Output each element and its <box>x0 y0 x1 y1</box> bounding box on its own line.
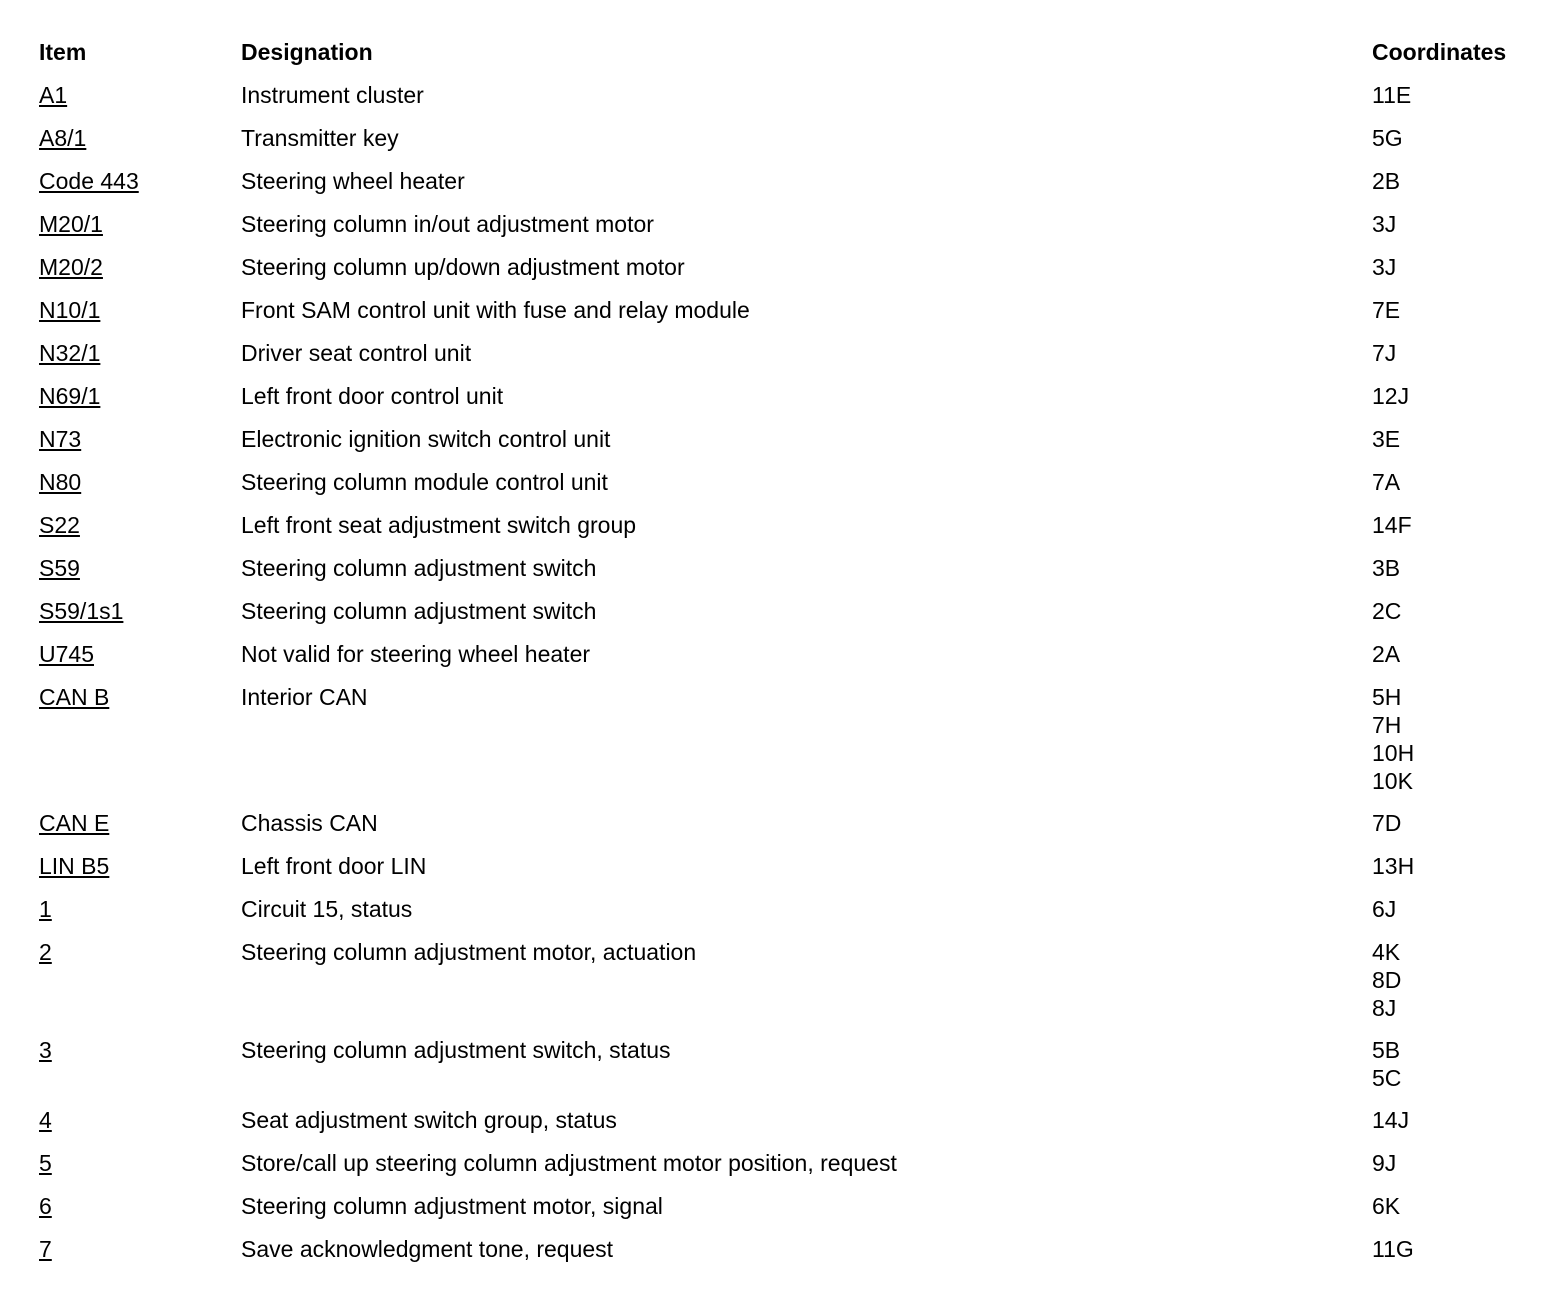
item-link[interactable]: 1 <box>39 896 52 922</box>
coordinates-cell <box>1372 339 1532 367</box>
designation-cell: Left front door control unit <box>241 383 504 409</box>
table-row <box>39 382 1539 425</box>
designation-cell: Steering column module control unit <box>241 469 608 495</box>
item-cell <box>39 253 241 281</box>
coordinate-value: 5G <box>1372 125 1403 151</box>
coordinates-cell <box>1372 1192 1532 1220</box>
coordinates-cell <box>1372 296 1532 324</box>
item-link[interactable]: M20/1 <box>39 211 103 237</box>
designation-cell: Steering column adjustment switch, status <box>241 1037 671 1063</box>
item-link[interactable]: 3 <box>39 1037 52 1063</box>
item-cell <box>39 210 241 238</box>
item-cell <box>39 339 241 367</box>
coordinates-cell <box>1372 167 1532 195</box>
coordinate-value: 2C <box>1372 598 1402 624</box>
item-cell <box>39 167 241 195</box>
coordinate-value: 14J <box>1372 1107 1410 1133</box>
designation-cell: Chassis CAN <box>241 810 378 836</box>
designation-cell: Seat adjustment switch group, status <box>241 1107 617 1133</box>
table-row <box>39 554 1539 597</box>
legend-table <box>39 38 1539 1278</box>
table-row <box>39 167 1539 210</box>
coordinate-value: 14F <box>1372 512 1412 538</box>
coordinate-value: 7A <box>1372 469 1401 495</box>
item-link[interactable]: Code 443 <box>39 168 139 194</box>
coordinate-value: 13H <box>1372 853 1415 879</box>
coordinates-cell <box>1372 511 1532 539</box>
item-link[interactable]: A8/1 <box>39 125 87 151</box>
coordinates-cell <box>1372 938 1532 1022</box>
coordinates-cell <box>1372 81 1532 109</box>
item-cell <box>39 1192 241 1220</box>
item-cell <box>39 468 241 496</box>
item-link[interactable]: N32/1 <box>39 340 101 366</box>
coordinate-value: 5H <box>1372 684 1402 710</box>
table-row <box>39 253 1539 296</box>
item-link[interactable]: CAN B <box>39 684 110 710</box>
item-cell <box>39 1106 241 1134</box>
coordinates-cell <box>1372 895 1532 923</box>
item-link[interactable]: N73 <box>39 426 82 452</box>
coordinate-value: 2A <box>1372 641 1401 667</box>
item-link[interactable]: CAN E <box>39 810 110 836</box>
table-row <box>39 1106 1539 1149</box>
header-coordinates: Coordinates <box>1372 39 1507 65</box>
item-link[interactable]: S59 <box>39 555 80 581</box>
header-row <box>39 38 1539 81</box>
item-link[interactable]: 2 <box>39 939 52 965</box>
item-link[interactable]: M20/2 <box>39 254 103 280</box>
item-cell <box>39 124 241 152</box>
coordinate-value: 6J <box>1372 896 1397 922</box>
item-cell <box>39 382 241 410</box>
item-cell <box>39 938 241 966</box>
coordinate-value: 2B <box>1372 168 1401 194</box>
table-row <box>39 1235 1539 1278</box>
item-link[interactable]: U745 <box>39 641 94 667</box>
table-row <box>39 1149 1539 1192</box>
item-cell <box>39 1036 241 1064</box>
item-link[interactable]: N10/1 <box>39 297 101 323</box>
coordinates-cell <box>1372 597 1532 625</box>
item-cell <box>39 597 241 625</box>
designation-cell: Save acknowledgment tone, request <box>241 1236 614 1262</box>
item-link[interactable]: N80 <box>39 469 82 495</box>
table-row <box>39 895 1539 938</box>
table-row <box>39 640 1539 683</box>
coordinates-cell <box>1372 425 1532 453</box>
coordinates-cell <box>1372 640 1532 668</box>
table-row <box>39 511 1539 554</box>
coordinates-cell <box>1372 1235 1532 1263</box>
item-cell <box>39 1149 241 1177</box>
coordinate-value: 5C <box>1372 1065 1402 1091</box>
table-row <box>39 468 1539 511</box>
designation-cell: Left front door LIN <box>241 853 427 879</box>
coordinate-value: 11E <box>1372 82 1412 108</box>
table-row <box>39 809 1539 852</box>
designation-cell: Instrument cluster <box>241 82 424 108</box>
item-cell <box>39 640 241 668</box>
coordinate-value: 3E <box>1372 426 1401 452</box>
item-link[interactable]: S22 <box>39 512 80 538</box>
designation-cell: Steering column adjustment motor, signal <box>241 1193 663 1219</box>
table-row <box>39 425 1539 468</box>
designation-cell: Interior CAN <box>241 684 368 710</box>
coordinate-value: 3J <box>1372 211 1397 237</box>
item-cell <box>39 809 241 837</box>
designation-cell: Store/call up steering column adjustment motor position, request <box>241 1150 897 1176</box>
coordinates-cell <box>1372 554 1532 582</box>
table-row <box>39 1036 1539 1106</box>
table-row <box>39 124 1539 167</box>
table-row <box>39 938 1539 1036</box>
designation-cell: Not valid for steering wheel heater <box>241 641 591 667</box>
item-cell <box>39 1235 241 1263</box>
coordinates-cell <box>1372 253 1532 281</box>
coordinates-cell <box>1372 809 1532 837</box>
item-cell <box>39 852 241 880</box>
coordinates-cell <box>1372 468 1532 496</box>
table-row <box>39 81 1539 124</box>
designation-cell: Front SAM control unit with fuse and relay module <box>241 297 750 323</box>
coordinate-value: 8D <box>1372 967 1402 993</box>
header-designation: Designation <box>241 39 373 65</box>
coordinate-value: 3J <box>1372 254 1397 280</box>
item-cell <box>39 296 241 324</box>
item-link[interactable]: LIN B5 <box>39 853 110 879</box>
item-cell <box>39 511 241 539</box>
coordinates-cell <box>1372 683 1532 795</box>
table-row <box>39 597 1539 640</box>
item-link[interactable]: S59/1s1 <box>39 598 124 624</box>
designation-cell: Electronic ignition switch control unit <box>241 426 611 452</box>
item-link[interactable]: A1 <box>39 82 68 108</box>
coordinate-value: 8J <box>1372 995 1397 1021</box>
coordinate-value: 12J <box>1372 383 1410 409</box>
coordinate-value: 7J <box>1372 340 1397 366</box>
item-cell <box>39 425 241 453</box>
item-link[interactable]: 6 <box>39 1193 52 1219</box>
designation-cell: Steering column up/down adjustment motor <box>241 254 685 280</box>
item-cell <box>39 81 241 109</box>
coordinates-cell <box>1372 1106 1532 1134</box>
coordinates-cell <box>1372 210 1532 238</box>
coordinate-value: 7D <box>1372 810 1402 836</box>
coordinate-value: 10H <box>1372 740 1415 766</box>
table-row <box>39 852 1539 895</box>
coordinate-value: 10K <box>1372 768 1413 794</box>
legend-rows <box>39 81 1539 1278</box>
designation-cell: Circuit 15, status <box>241 896 413 922</box>
designation-cell: Steering column adjustment motor, actuation <box>241 939 697 965</box>
item-cell <box>39 554 241 582</box>
coordinate-value: 6K <box>1372 1193 1401 1219</box>
coordinate-value: 4K <box>1372 939 1401 965</box>
coordinate-value: 7E <box>1372 297 1401 323</box>
coordinates-cell <box>1372 1036 1532 1092</box>
item-link[interactable]: 4 <box>39 1107 52 1133</box>
item-link[interactable]: N69/1 <box>39 383 101 409</box>
table-row <box>39 1192 1539 1235</box>
designation-cell: Left front seat adjustment switch group <box>241 512 637 538</box>
table-row <box>39 296 1539 339</box>
designation-cell: Steering column adjustment switch <box>241 555 597 581</box>
coordinates-cell <box>1372 1149 1532 1177</box>
coordinate-value: 9J <box>1372 1150 1397 1176</box>
coordinates-cell <box>1372 124 1532 152</box>
designation-cell: Steering column adjustment switch <box>241 598 597 624</box>
coordinate-value: 7H <box>1372 712 1402 738</box>
coordinate-value: 11G <box>1372 1236 1414 1262</box>
designation-cell: Driver seat control unit <box>241 340 472 366</box>
designation-cell: Steering column in/out adjustment motor <box>241 211 654 237</box>
designation-cell: Steering wheel heater <box>241 168 465 194</box>
table-row <box>39 210 1539 253</box>
coordinate-value: 5B <box>1372 1037 1401 1063</box>
coordinate-value: 3B <box>1372 555 1401 581</box>
item-link[interactable]: 7 <box>39 1236 52 1262</box>
item-cell <box>39 895 241 923</box>
coordinates-cell <box>1372 382 1532 410</box>
table-row <box>39 339 1539 382</box>
item-link[interactable]: 5 <box>39 1150 52 1176</box>
header-item: Item <box>39 39 87 65</box>
designation-cell: Transmitter key <box>241 125 399 151</box>
table-row <box>39 683 1539 809</box>
coordinates-cell <box>1372 852 1532 880</box>
item-cell <box>39 683 241 711</box>
